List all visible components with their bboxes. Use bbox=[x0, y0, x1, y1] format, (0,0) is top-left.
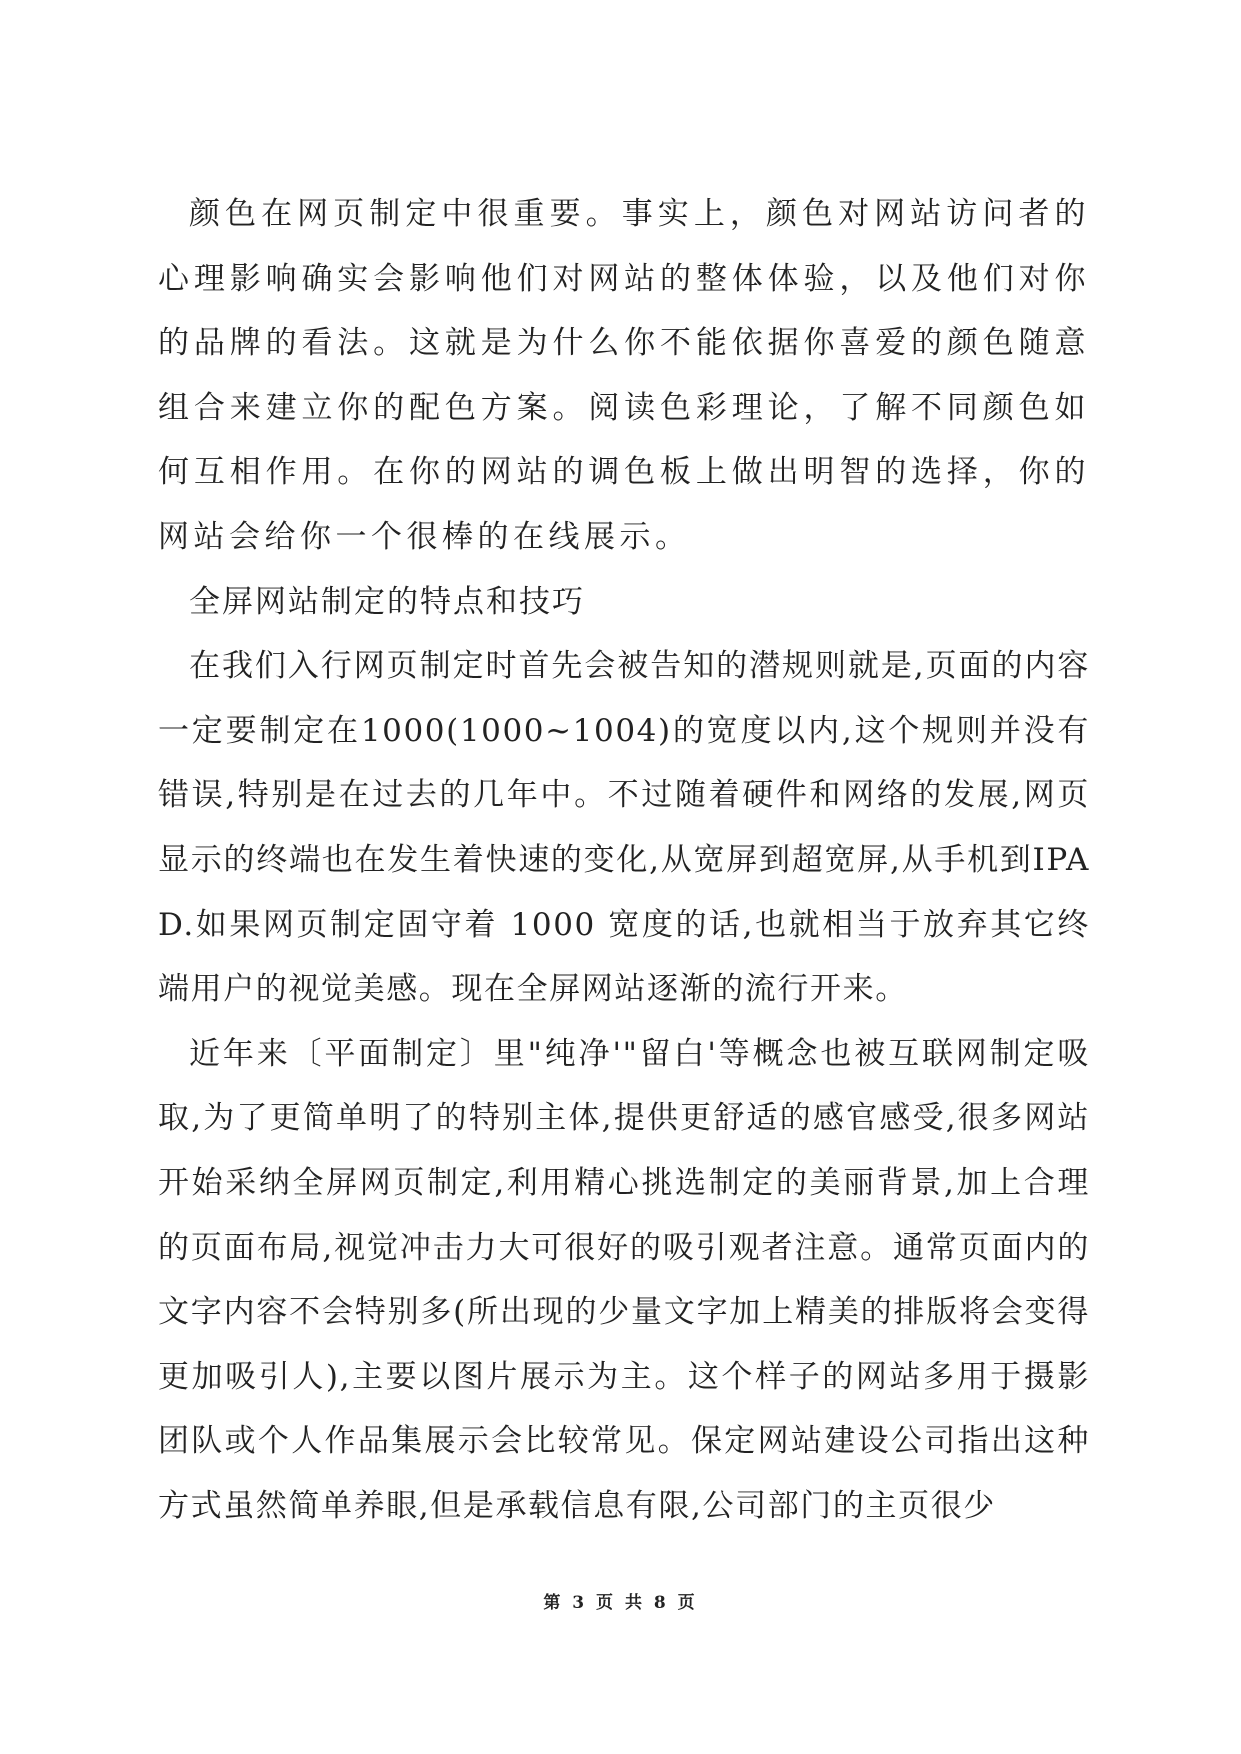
page-footer: 第 3 页 共 8 页 bbox=[543, 1593, 698, 1613]
paragraph-width-rule: 在我们入行网页制定时首先会被告知的潜规则就是,页面的内容一定要制定在1000(1000~1004)的宽度以内,这个规则并没有错误,特别是在过去的几年中。不过随着硬件和网络的发展,网页显示的终端也在发生着快速的变化,从宽屏到超宽屏,从手机到IPAD.如果网页制定固守着 1000 宽度的话,也就相当于放弃其它终端用户的视觉美感。现在全屏网站逐渐的流行开来。 bbox=[158, 648, 1090, 1008]
paragraph-fullscreen-trend: 近年来〔平面制定〕里"纯净'"留白'等概念也被互联网制定吸取,为了更简单明了的特别主体,提供更舒适的感官感受,很多网站开始采纳全屏网页制定,利用精心挑选制定的美丽背景,加上合理的页面布局,视觉冲击力大可很好的吸引观者注意。通常页面内的文字内容不会特别多(所出现的少量文字加上精美的排版将会变得更加吸引人),主要以图片展示为主。这个样子的网站多用于摄影团队或个人作品集展示会比较常见。保定网站建设公司指出这种方式虽然简单养眼,但是承载信息有限,公司部门的主页很少 bbox=[158, 1035, 1090, 1524]
section-heading: 全屏网站制定的特点和技巧 bbox=[189, 583, 585, 620]
paragraph-color-importance: 颜色在网页制定中很重要。事实上，颜色对网站访问者的心理影响确实会影响他们对网站的整体体验，以及他们对你的品牌的看法。这就是为什么你不能依据你喜爱的颜色随意组合来建立你的配色方案。阅读色彩理论，了解不同颜色如何互相作用。在你的网站的调色板上做出明智的选择，你的网站会给你一个很棒的在线展示。 bbox=[158, 196, 1090, 555]
body-text bbox=[158, 182, 1090, 1538]
